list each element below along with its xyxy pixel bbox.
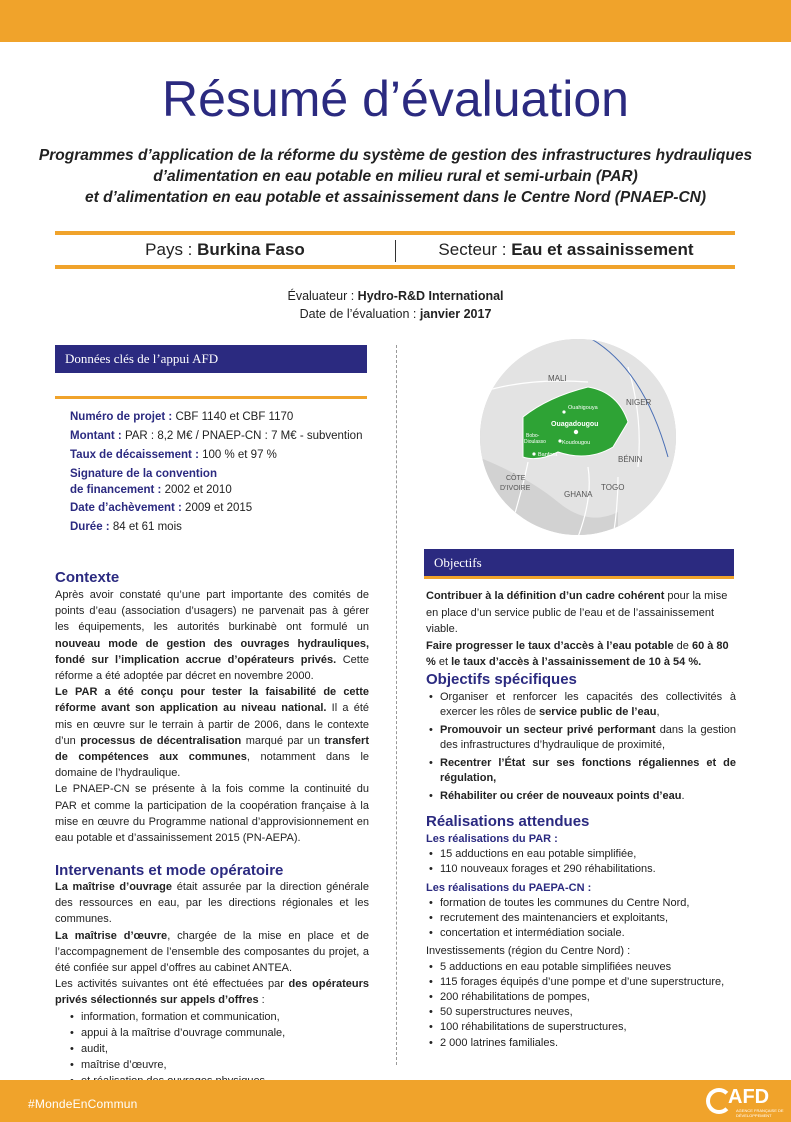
paepa-heading: Les réalisations du PAEPA-CN : <box>426 881 592 894</box>
page-title: Résumé d’évaluation <box>162 71 629 127</box>
contexte-p2d: marqué par un <box>241 734 325 747</box>
contexte-p2e: transfert de compétences aux communes <box>55 734 369 764</box>
intervenants-p3a: Les activités suivantes ont été effectuées par <box>55 978 289 991</box>
contexte-p3: Le PNAEP-CN se présente à la fois comme la continuité du PAR et comme la participation de la coopération française à la mise en œuvre du Programme national d’approvisionnement en eau potable et d’assainissement 2015 (PN-AEPA). <box>55 783 369 845</box>
rate-value: 100 % et 97 % <box>202 449 277 461</box>
list-item: • 15 adductions en eau potable simplifiée, <box>426 847 736 862</box>
list-item: • 5 adductions en eau potable simplifiées neuves <box>426 960 736 975</box>
list-item <box>426 723 736 752</box>
city-ouagadougou: Ouagadougou <box>551 421 599 428</box>
amount-label: Montant : <box>70 430 125 442</box>
afd-logo <box>706 1086 786 1118</box>
date-value: janvier 2017 <box>419 307 492 321</box>
objectifs-p2d: et <box>435 656 452 668</box>
objspec-i3a: Recentrer l’État sur ses fonctions régaliennes et de régulation, <box>440 757 736 784</box>
rate-label: Taux de décaissement : <box>70 449 203 461</box>
objspec-i2a: Promouvoir un secteur privé performant <box>440 724 656 736</box>
hashtag: #MondeEnCommun <box>28 1097 138 1111</box>
list-item <box>426 789 736 804</box>
contexte-p2f: , notamment dans le domaine de l’hydraulique. <box>55 751 370 780</box>
afd-logo-text: AFD <box>728 1086 770 1108</box>
objspec-i2b: dans la gestion des infrastructures d’hydraulique de proximité, <box>440 724 736 751</box>
top-bar <box>0 0 791 42</box>
paepa-list <box>426 896 736 942</box>
map-label-niger: NIGER <box>626 398 652 407</box>
evaluator-value: Hydro-R&D International <box>357 289 504 303</box>
info-rule-bottom <box>55 265 735 269</box>
burkina-map <box>468 337 688 537</box>
objspec-i4b: . <box>681 790 685 802</box>
objectifs-p2a: Faire progresser le taux d’accès à l’eau potable <box>426 639 674 652</box>
objspec-heading: Objectifs spécifiques <box>426 671 577 688</box>
objspec-i1b: service public de l’eau <box>539 705 657 718</box>
objectifs-underline <box>424 576 734 579</box>
city-bobo: Bobo- <box>526 433 540 439</box>
objspec-i1a: Organiser et renforcer les capacités des collectivités à exercer les rôles de <box>440 691 736 718</box>
map-label-cote: CÔTE <box>506 475 526 482</box>
map-label-benin: BÉNIN <box>618 455 643 464</box>
invest-list <box>426 960 736 1051</box>
activities-list <box>55 1009 369 1090</box>
objspec-list <box>426 690 736 808</box>
list-item: • 110 nouveaux forages et 290 réhabilitations. <box>426 862 736 877</box>
intervenants-p1a: La maîtrise d’ouvrage <box>55 881 172 893</box>
list-item: • 100 réhabilitations de superstructures, <box>426 1020 736 1035</box>
intervenants-p1b: était assurée par la direction générale des ressources en eau, par les directions régionales et les communes. <box>55 881 369 926</box>
contexte-p2c: processus de décentralisation <box>80 734 242 747</box>
contexte-text <box>55 587 369 846</box>
contexte-p1b: nouveau mode de gestion des ouvrages hydrauliques, fondé sur l’implication accrue d’opérateurs privés. <box>55 637 369 666</box>
keydata-list <box>70 408 380 537</box>
project-label: Numéro de projet : <box>70 411 176 423</box>
info-rule-top <box>55 231 735 235</box>
map-label-ghana: GHANA <box>564 490 593 499</box>
objectifs-p1a: Contribuer à la définition d’un cadre cohérent <box>426 590 665 602</box>
contexte-p1a: Après avoir constaté qu’une part importante des comités de points d’eau (association d’usagers) ne parvenait pas à gérer les équipements, les autorités burkinabè ont formulé un <box>55 589 369 634</box>
contexte-p2a: Le PAR a été conçu pour tester la faisabilité de cette réforme avant son application au niveau national. <box>55 686 369 715</box>
contexte-p2b: Il a été mis en œuvre sur le terrain à partir de 2006, dans le contexte d’un <box>55 702 369 747</box>
list-item: • concertation et intermédiation sociale. <box>426 926 736 941</box>
subtitle <box>20 145 771 208</box>
evaluator-block <box>0 287 791 323</box>
subtitle-line: et d’alimentation en eau potable et assainissement dans le Centre Nord (PNAEP-CN) <box>85 189 706 206</box>
city-dioulasso: Dioulasso <box>524 439 546 445</box>
sector-label: Secteur : <box>438 240 512 259</box>
list-item <box>426 756 736 785</box>
map-label-divoire: D’IVOIRE <box>500 485 531 492</box>
list-item: • 50 superstructures neuves, <box>426 1005 736 1020</box>
keydata-underline <box>55 396 367 399</box>
map-label-mali: MALI <box>548 374 567 383</box>
city-dot <box>574 430 578 434</box>
city-banfora: Banfora <box>538 452 558 458</box>
objectifs-p1b: pour la mise en place d’un service public de l’eau et de l’assainissement viable. <box>426 590 728 635</box>
contexte-heading: Contexte <box>55 569 120 586</box>
column-divider <box>396 345 397 1065</box>
objectifs-text <box>426 588 736 671</box>
intervenants-p3c: : <box>258 994 265 1007</box>
contexte-p1c: Cette réforme a été adoptée par décret en novembre 2000. <box>55 653 369 683</box>
duration-value: 84 et 61 mois <box>112 521 182 533</box>
intervenants-p3b: des opérateurs privés sélectionnés sur appels d’offres <box>55 978 369 1007</box>
city-dot <box>532 452 535 455</box>
afd-logo-sub: AGENCE FRANÇAISE DE DÉVELOPPEMENT <box>736 1108 784 1118</box>
list-item: • audit, <box>67 1041 369 1057</box>
completion-value: 2009 et 2015 <box>185 502 253 514</box>
evaluator-label: Évaluateur : <box>287 289 358 303</box>
intervenants-p2b: , chargée de la mise en place et de l’accompagnement de l’ensemble des composantes du projet, a été confiée sur appel d’offres au cabinet ANTEA. <box>55 929 369 975</box>
invest-heading: Investissements (région du Centre Nord) : <box>426 945 631 958</box>
city-koudougou: Koudougou <box>562 440 591 446</box>
list-item: • 115 forages équipés d’une pompe et d’une superstructure, <box>426 975 736 990</box>
amount-value: PAR : 8,2 M€ / PNAEP-CN : 7 M€ - subvention <box>124 430 363 442</box>
objectifs-p2c: 60 à 80 % <box>426 639 729 668</box>
list-item: • 2 000 latrines familiales. <box>426 1036 736 1051</box>
list-item: • information, formation et communication, <box>67 1009 369 1025</box>
sector <box>397 240 735 260</box>
subtitle-line: Programmes d’application de la réforme du système de gestion des infrastructures hydrauliques <box>38 147 753 164</box>
list-item <box>426 690 736 719</box>
keydata-heading: Données clés de l’appui AFD <box>55 345 367 373</box>
list-item: • maîtrise d’œuvre, <box>67 1057 369 1073</box>
completion-label: Date d’achèvement : <box>70 502 186 514</box>
country-value: Burkina Faso <box>197 240 305 259</box>
objspec-i4a: Réhabiliter ou créer de nouveaux points d’eau <box>440 790 682 802</box>
city-dot <box>562 410 565 413</box>
intervenants-p2a: La maîtrise d’œuvre <box>55 929 168 942</box>
map-label-togo: TOGO <box>601 483 625 492</box>
project-value: CBF 1140 et CBF 1170 <box>175 411 294 423</box>
city-ouahigouya: Ouahigouya <box>568 405 598 411</box>
list-item: • recrutement des maintenanciers et exploitants, <box>426 911 736 926</box>
list-item: • 200 réhabilitations de pompes, <box>426 990 736 1005</box>
list-item: • formation de toutes les communes du Centre Nord, <box>426 896 736 911</box>
country-label: Pays : <box>145 240 198 259</box>
subtitle-line: d’alimentation en eau potable en milieu rural et semi-urbain (PAR) <box>153 168 638 185</box>
signature-value: 2002 et 2010 <box>164 484 232 496</box>
intervenants-text <box>55 879 369 1090</box>
objectifs-heading: Objectifs <box>424 549 734 577</box>
sector-value: Eau et assainissement <box>511 240 694 259</box>
info-divider <box>395 240 396 262</box>
objspec-i1c: , <box>656 705 660 718</box>
realisations-block <box>426 832 736 1051</box>
par-list <box>426 847 736 877</box>
list-item: • appui à la maîtrise d’ouvrage communale, <box>67 1025 369 1041</box>
signature-label-2: de financement : <box>70 484 165 496</box>
duration-label: Durée : <box>70 521 113 533</box>
objectifs-p2b: de <box>673 639 692 652</box>
country <box>55 240 395 260</box>
realisations-heading: Réalisations attendues <box>426 813 590 830</box>
par-heading: Les réalisations du PAR : <box>426 833 558 845</box>
intervenants-heading: Intervenants et mode opératoire <box>55 862 284 879</box>
date-label: Date de l’évaluation : <box>299 307 420 321</box>
objectifs-p2e: le taux d’accès à l’assainissement de 10 à 54 %. <box>451 656 702 668</box>
signature-label: Signature de la convention <box>70 468 217 480</box>
